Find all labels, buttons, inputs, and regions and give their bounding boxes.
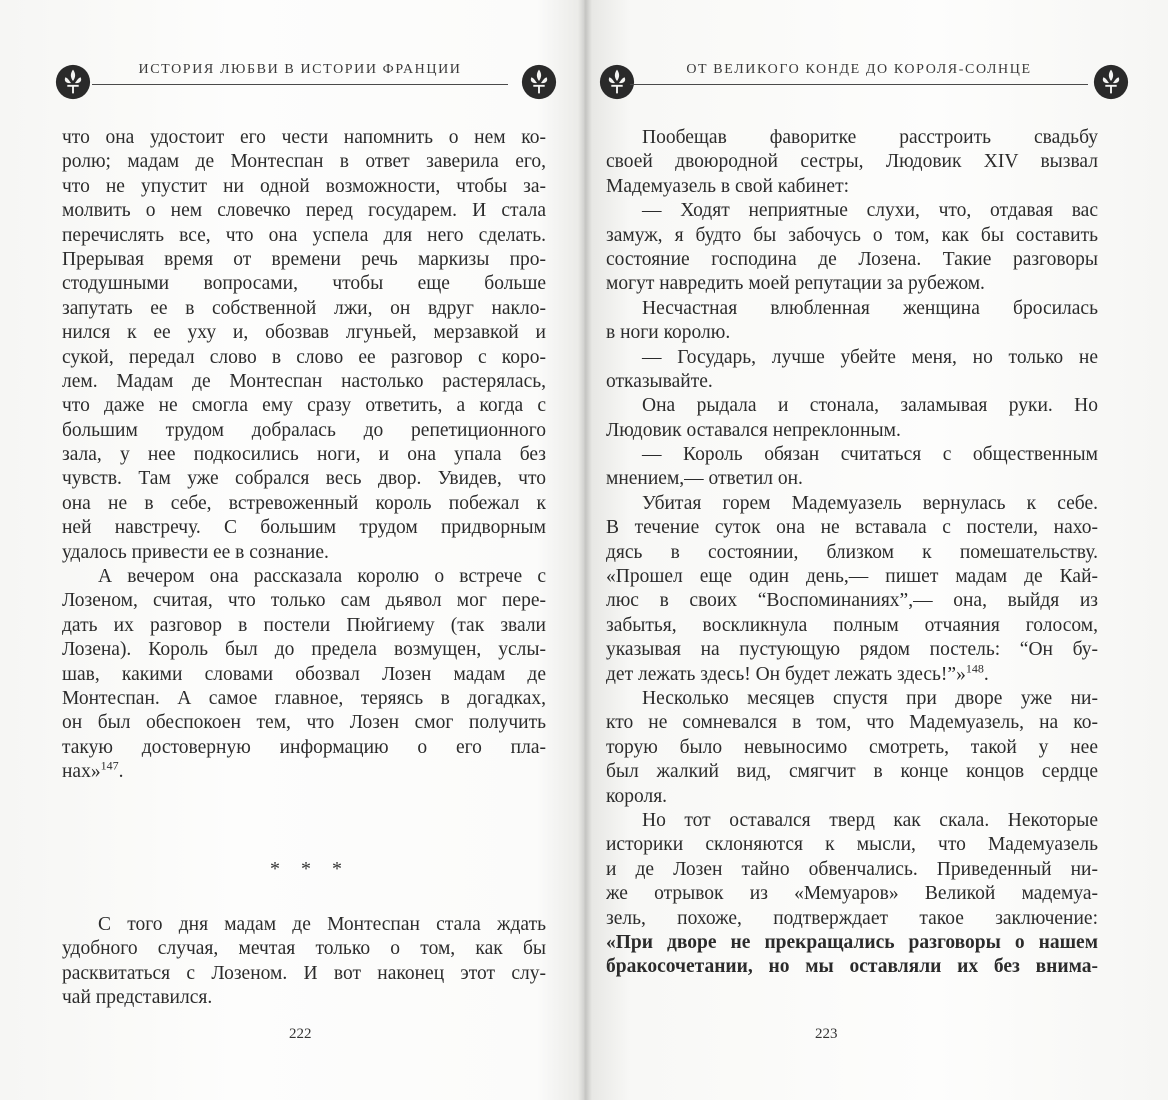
text-line: сукой, передал слово в слово ее разговор с коро- <box>62 346 546 368</box>
text-line: Убитая горем Мадемуазель вернулась к себе. <box>642 492 1098 514</box>
text-line: молвить о нем словечко перед государем. И стала <box>62 200 546 222</box>
text-line: Лозена). Король был до предела возмущен, услы- <box>62 639 546 661</box>
text-line: состояние господина де Лозена. Такие разговоры <box>606 248 1098 270</box>
text-line: — Государь, лучше убейте меня, но только не <box>642 346 1098 368</box>
text-line: мнением,— ответил он. <box>606 468 803 490</box>
text-line: был жалкий вид, смягчит в конце концов сердце <box>606 761 1098 783</box>
text-line: люс в своих “Воспоминаниях”,— она, выйдя из <box>606 590 1098 612</box>
text-line: нах»$^{147}$. <box>62 760 124 783</box>
text-line: Но тот оставался тверд как скала. Некоторые <box>642 809 1098 831</box>
text-line: зель, похоже, подтверждает такое заключение: <box>606 907 1098 929</box>
text-line: такую достоверную информацию о его пла- <box>62 736 546 758</box>
text-line: ней навстречу. С большим трудом придворным <box>62 517 546 539</box>
footnote-reference: 148 <box>965 662 984 676</box>
left-running-header <box>56 56 544 106</box>
text-line: историки склоняются к мысли, что Мадемуазель <box>606 834 1098 856</box>
text-line: чувств. Там уже собрался весь двор. Увидев, что <box>62 468 546 490</box>
fleur-de-lis-icon <box>1092 63 1130 101</box>
page-number: 223 <box>815 1026 838 1042</box>
text-line: бракосочетании, но мы оставляли их без внима- <box>606 956 1098 978</box>
book-gutter <box>578 0 592 1100</box>
text-line: лем. Мадам де Монтеспан настолько растерялась, <box>62 370 546 392</box>
text-line: что не упустит ни одной возможности, чтобы за- <box>62 175 546 197</box>
text-line: что она удостоит его чести напомнить о нем ко- <box>62 127 546 148</box>
text-line: запутать ее в собственной лжи, он вдруг накло- <box>62 297 546 319</box>
right-running-header <box>594 56 1124 106</box>
text-line: Несчастная влюбленная женщина бросилась <box>642 297 1098 319</box>
text-line: шав, какими словами обозвал Лозен мадам де <box>62 663 546 685</box>
text-line: отказывайте. <box>606 370 713 392</box>
right-header-title: ОТ ВЕЛИКОГО КОНДЕ ДО КОРОЛЯ-СОЛНЦЕ <box>686 62 1032 77</box>
text-fragment: нах» <box>62 761 101 783</box>
text-fragment: дет лежать здесь! Он будет лежать здесь!”» <box>606 663 966 685</box>
text-line: «При дворе не прекращались разговоры о нашем <box>606 931 1098 953</box>
text-line: дет лежать здесь! Он будет лежать здесь!”»$^{148}$. <box>606 662 989 685</box>
text-line: Пообещав фаворитке расстроить свадьбу <box>642 127 1098 148</box>
text-line: Людовик оставался непреклонным. <box>606 419 901 441</box>
text-line: «Прошел еще один день,— пишет мадам де Кай- <box>606 566 1098 588</box>
text-line: торую было невыносимо смотреть, такой у нее <box>606 736 1098 758</box>
text-line: В течение суток она не вставала с постели, нахо- <box>606 517 1098 539</box>
right-page <box>584 0 1168 1100</box>
text-line: что даже не смогла ему сразу ответить, а когда с <box>62 395 546 417</box>
text-line: указывая на пустующую рядом постель: “Он бу- <box>606 639 1098 661</box>
text-line: Прерывая время от времени речь маркизы про- <box>62 248 546 270</box>
text-line: нился к ее уху и, обозвав лгуньей, мерзавкой и <box>62 322 546 344</box>
text-line: замуж, я будто бы забочусь о том, как бы составить <box>606 224 1098 246</box>
text-line: Несколько месяцев спустя при дворе уже ни- <box>642 687 1098 709</box>
text-line: — Король обязан считаться с общественным <box>642 444 1098 466</box>
text-line: — Ходят неприятные слухи, что, отдавая вас <box>642 200 1098 222</box>
left-body-text-continued <box>62 913 546 1011</box>
text-line: Монтеспан. А самое главное, теряясь в догадках, <box>62 687 546 709</box>
text-line: стодушными вопросами, чтобы еще больше <box>62 273 546 295</box>
header-rule <box>630 84 1088 85</box>
text-line: могут навредить моей репутации за рубежом. <box>606 273 985 295</box>
text-line: же отрывок из «Мемуаров» Великой мадемуа- <box>606 883 1098 905</box>
text-line: дать их разговор в постели Пюйгиему (так звали <box>62 614 546 636</box>
left-header-title: ИСТОРИЯ ЛЮБВИ В ИСТОРИИ ФРАНЦИИ <box>138 62 462 77</box>
text-line: перечислять все, что она успела для него сделать. <box>62 224 546 246</box>
text-line: в ноги королю. <box>606 322 731 344</box>
text-line: она не в себе, встревоженный король побежал к <box>62 492 546 514</box>
text-line: дясь в состоянии, близком к помешательству. <box>606 541 1098 563</box>
text-line: чай представился. <box>62 987 213 1009</box>
footnote-reference: 147 <box>100 760 119 773</box>
text-line: он был обеспокоен тем, что Лозен смог получить <box>62 712 546 734</box>
text-line: расквитаться с Лозеном. И вот наконец этот слу- <box>62 962 546 984</box>
text-line: зала, у нее подкосились ноги, и она упала без <box>62 444 546 466</box>
text-line: С того дня мадам де Монтеспан стала ждать <box>98 914 546 935</box>
header-rule <box>92 84 508 85</box>
left-body-text <box>62 126 546 785</box>
text-line: большим трудом добралась до репетиционного <box>62 419 546 441</box>
text-line: и де Лозен тайно обвенчались. Приведенный ни- <box>606 858 1098 880</box>
text-line: А вечером она рассказала королю о встрече с <box>98 566 546 588</box>
text-line: Она рыдала и стонала, заламывая руки. Но <box>642 395 1098 417</box>
fleur-de-lis-icon <box>520 63 558 101</box>
text-line: удобного случая, мечтая только о том, как бы <box>62 938 546 960</box>
text-line: забытья, воскликнула полным отчаяния голосом, <box>606 614 1098 636</box>
right-body-text <box>606 126 1098 980</box>
text-line: кто не сомневался в том, что Мадемуазель, на ко- <box>606 712 1098 734</box>
page-number: 222 <box>289 1026 312 1042</box>
text-line: короля. <box>606 785 668 807</box>
text-line: Мадемуазель в свой кабинет: <box>606 175 850 197</box>
section-separator: * * * <box>270 858 350 880</box>
text-line: удалось привести ее в сознание. <box>62 541 329 563</box>
text-line: ролю; мадам де Монтеспан в ответ заверила его, <box>62 151 546 173</box>
text-line: Лозеном, считая, что только сам дьявол мог пере- <box>62 590 546 612</box>
text-line: своей двоюродной сестры, Людовик XIV вызвал <box>606 151 1098 173</box>
